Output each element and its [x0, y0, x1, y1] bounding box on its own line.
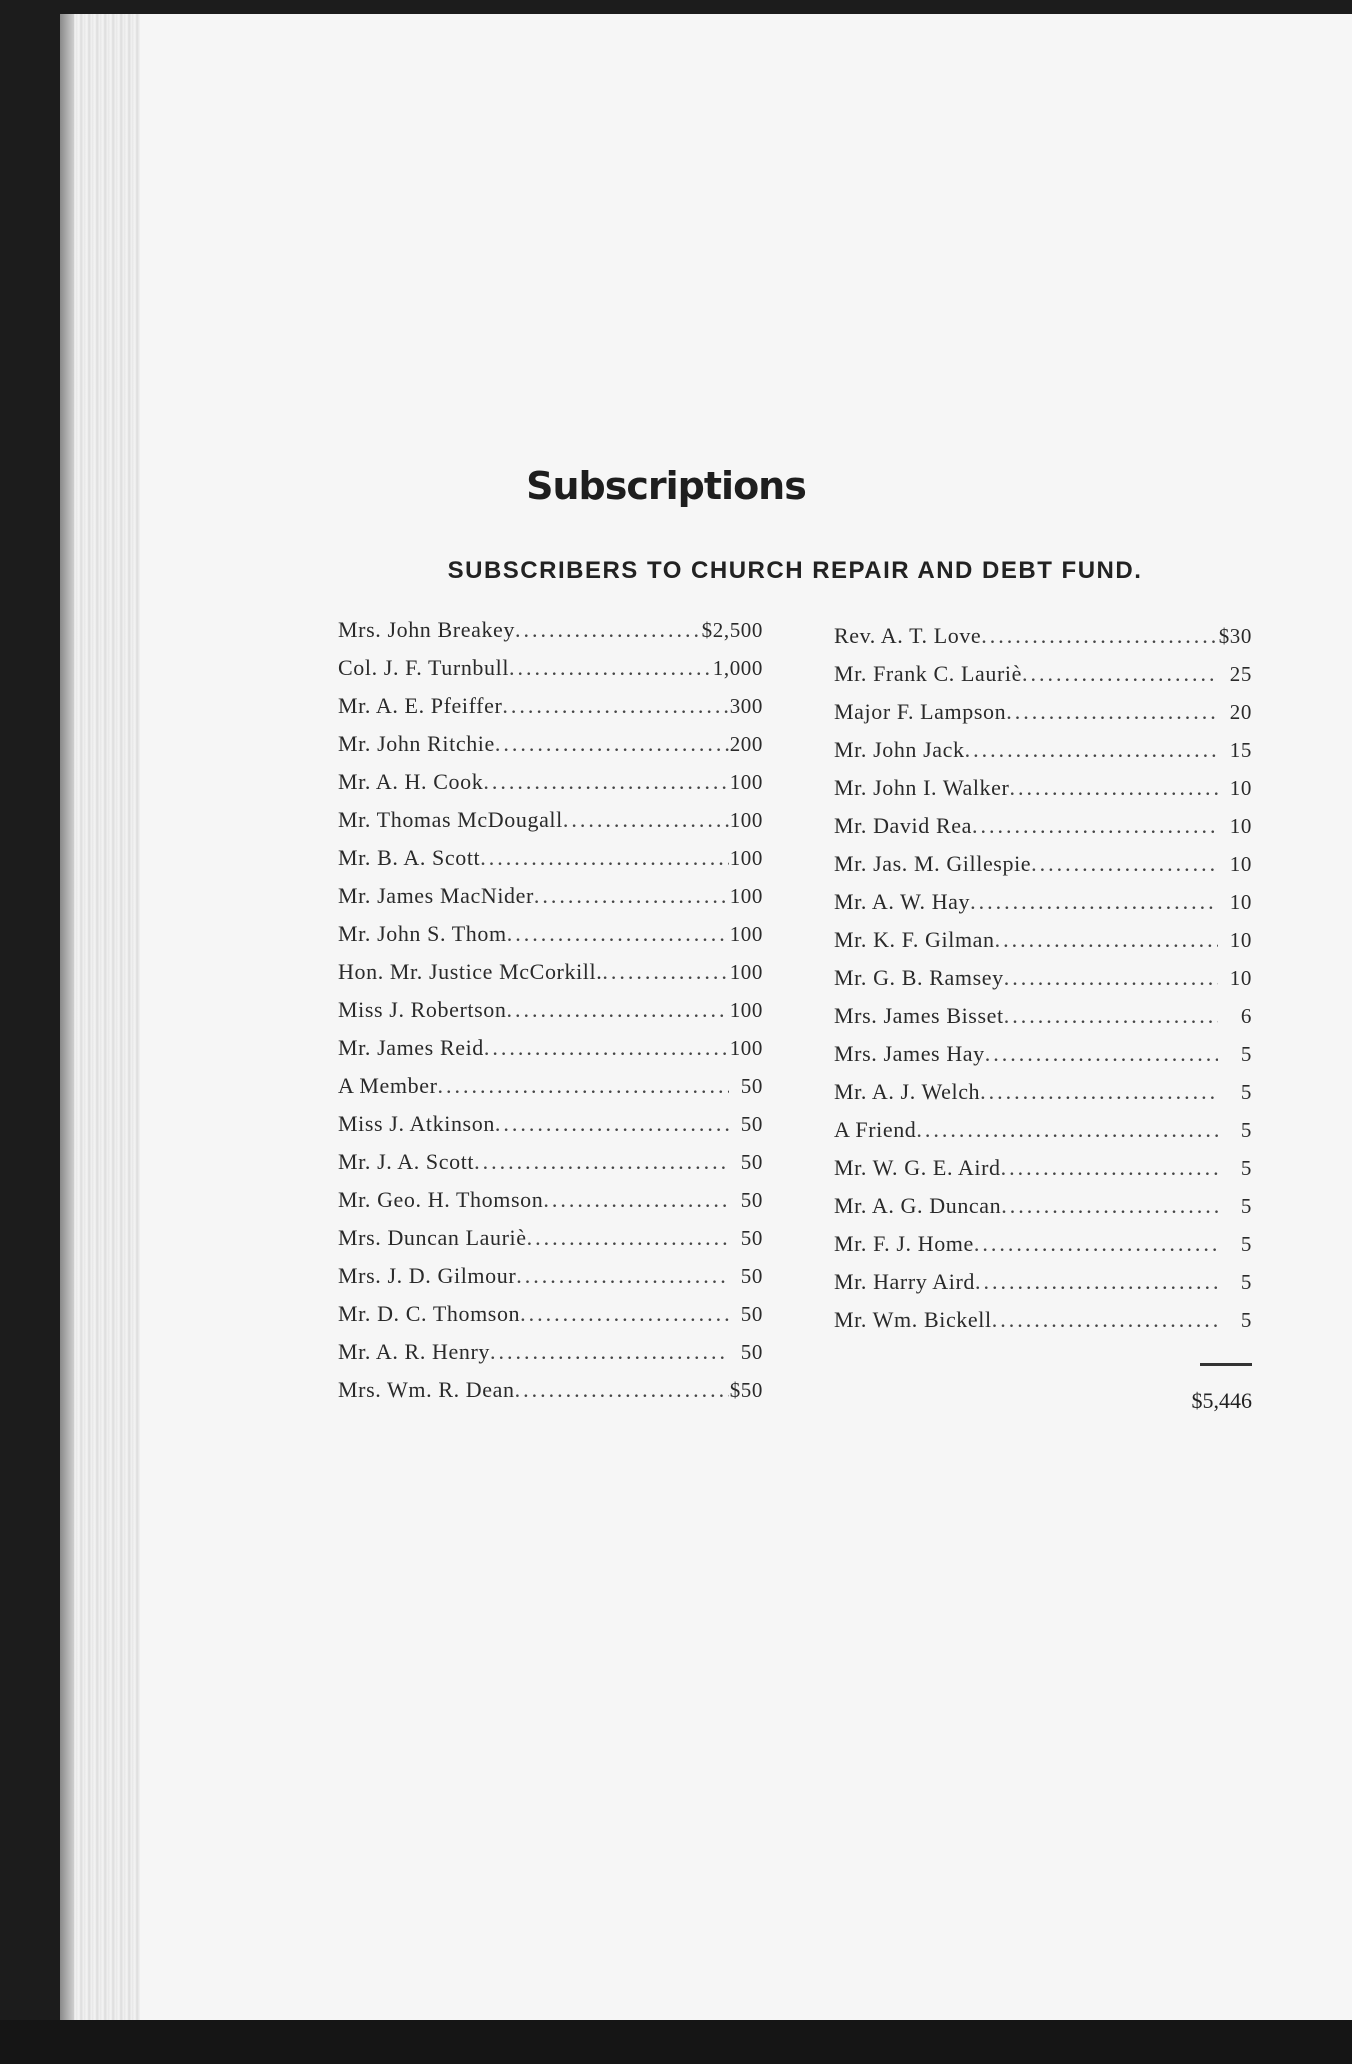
subscriber-name: Mr. Wm. Bickell	[834, 1307, 992, 1332]
subscriber-name: Mr. B. A. Scott	[338, 845, 481, 870]
subscriber-row	[834, 851, 1252, 889]
dot-leader	[474, 1149, 729, 1175]
subscriber-name: Mrs. J. D. Gilmour	[338, 1263, 517, 1288]
dot-leader	[970, 889, 1218, 915]
subscriber-row	[834, 813, 1252, 851]
subscription-amount: 100	[729, 922, 763, 946]
dot-leader	[1031, 851, 1218, 877]
subscription-amount: 10	[1229, 776, 1252, 800]
subscriber-row	[834, 699, 1252, 737]
subscriber-name: Mr. Harry Aird	[834, 1269, 975, 1294]
subscriber-name: Mr. John I. Walker	[834, 775, 1010, 800]
subscription-amount: 10	[1229, 890, 1252, 914]
subscriber-name: Hon. Mr. Justice McCorkill.	[338, 959, 603, 984]
subscription-amount: 100	[729, 998, 763, 1022]
subscription-amount: 10	[1229, 928, 1252, 952]
subscriber-row	[338, 1111, 763, 1149]
dot-leader	[515, 1377, 729, 1403]
subscriber-row	[338, 1073, 763, 1111]
subscriber-list-right	[834, 623, 1252, 1345]
dot-leader	[495, 731, 729, 757]
dot-leader	[1004, 965, 1218, 991]
subscriber-name: Mr. F. J. Home	[834, 1231, 974, 1256]
subscriber-name: Mr. John Jack	[834, 737, 965, 762]
subscription-amount: 10	[1229, 966, 1252, 990]
subscriber-row	[834, 889, 1252, 927]
dot-leader	[516, 1263, 729, 1289]
subscriber-name: Mr. Frank C. Lauriè	[834, 661, 1022, 686]
subscriber-name: Mr. Jas. M. Gillespie	[834, 851, 1032, 876]
subscriber-name: Mrs. James Bisset	[834, 1003, 1004, 1028]
subscriber-name: Mr. John Ritchie	[338, 731, 495, 756]
dot-leader	[916, 1117, 1218, 1143]
dot-leader	[992, 1307, 1218, 1333]
dot-leader	[490, 1339, 729, 1365]
subscription-amount: 5	[1240, 1042, 1252, 1066]
subscriber-name: Mr. D. C. Thomson	[338, 1301, 521, 1326]
subscriber-row	[834, 1269, 1252, 1307]
dot-leader	[438, 1073, 729, 1099]
subscriber-row	[834, 1155, 1252, 1193]
subscriber-row	[338, 617, 763, 655]
subscriber-row	[834, 1307, 1252, 1345]
subscription-amount: 200	[729, 732, 763, 756]
dot-leader	[507, 921, 729, 947]
subscriber-name: Mr. A. G. Duncan	[834, 1193, 1002, 1218]
subscriber-row	[338, 997, 763, 1035]
subscriber-name: Major F. Lampson	[834, 699, 1007, 724]
subscription-amount: 100	[729, 960, 763, 984]
subscription-amount: 5	[1240, 1270, 1252, 1294]
subscriber-name: Mr. Thomas McDougall	[338, 807, 563, 832]
subscriber-name: Mr. Geo. H. Thomson	[338, 1187, 544, 1212]
dot-leader	[965, 737, 1218, 763]
dot-leader	[602, 959, 729, 985]
subscription-amount: $30	[1218, 624, 1252, 648]
dot-leader	[995, 927, 1218, 953]
subscription-amount: 50	[740, 1188, 763, 1212]
bottom-border	[0, 2020, 1352, 2064]
subscriber-row	[338, 1225, 763, 1263]
subscription-amount: 100	[729, 884, 763, 908]
dot-leader	[502, 693, 729, 719]
subscriber-row	[338, 731, 763, 769]
dot-leader	[1001, 1193, 1218, 1219]
dot-leader	[1009, 775, 1218, 801]
subscription-amount: 5	[1240, 1308, 1252, 1332]
subscription-amount: 50	[740, 1226, 763, 1250]
total-rule	[1200, 1363, 1252, 1366]
dot-leader	[1022, 661, 1218, 687]
subscriber-name: Mrs. Wm. R. Dean	[338, 1377, 515, 1402]
subscriber-name: A Member	[338, 1073, 438, 1098]
subscription-amount: 100	[729, 770, 763, 794]
subscriber-row	[338, 1263, 763, 1301]
subscription-amount: 50	[740, 1340, 763, 1364]
page-title: Subscriptions	[526, 464, 806, 508]
subscriber-row	[338, 1035, 763, 1073]
subscriber-name: Mr. G. B. Ramsey	[834, 965, 1004, 990]
dot-leader	[484, 1035, 729, 1061]
subscription-amount: 1,000	[712, 656, 763, 680]
dot-leader	[480, 845, 729, 871]
subscriber-name: Miss J. Robertson	[338, 997, 507, 1022]
subscription-amount: 50	[740, 1302, 763, 1326]
subscriber-list-left	[338, 617, 763, 1415]
subscriber-row	[338, 693, 763, 731]
subscriber-row	[834, 661, 1252, 699]
subscriber-row	[338, 1187, 763, 1225]
dot-leader	[975, 1269, 1218, 1295]
subscriber-name: Mr. James MacNider	[338, 883, 534, 908]
subscriber-name: Mr. A. J. Welch	[834, 1079, 981, 1104]
subscriber-row	[834, 1003, 1252, 1041]
subscriber-name: Mr. J. A. Scott	[338, 1149, 475, 1174]
dot-leader	[985, 1041, 1218, 1067]
subscription-amount: 5	[1240, 1080, 1252, 1104]
subscription-amount: 15	[1229, 738, 1252, 762]
subscriber-name: Col. J. F. Turnbull	[338, 655, 510, 680]
dot-leader	[563, 807, 729, 833]
subscription-amount: 100	[729, 846, 763, 870]
subscriber-name: Mrs. Duncan Lauriè	[338, 1225, 527, 1250]
subscription-amount: 100	[729, 808, 763, 832]
subscriber-name: Mr. K. F. Gilman	[834, 927, 995, 952]
subscriber-row	[338, 959, 763, 997]
subscriber-row	[338, 845, 763, 883]
dot-leader	[509, 655, 713, 681]
subscription-amount: 50	[740, 1264, 763, 1288]
subscriber-name: Mr. W. G. E. Aird	[834, 1155, 1001, 1180]
page-edge-shadow	[60, 14, 74, 2024]
subscriber-name: A Friend	[834, 1117, 917, 1142]
subscriber-row	[834, 1079, 1252, 1117]
subscriber-row	[834, 1193, 1252, 1231]
subscriber-row	[338, 655, 763, 693]
dot-leader	[972, 813, 1218, 839]
subscriber-row	[338, 1149, 763, 1187]
dot-leader	[507, 997, 730, 1023]
subscriber-row	[338, 883, 763, 921]
subscriber-row	[834, 965, 1252, 1003]
subscription-amount: 6	[1240, 1004, 1252, 1028]
subscriber-row	[834, 1231, 1252, 1269]
subscription-amount: $2,500	[701, 618, 763, 642]
dot-leader	[483, 769, 729, 795]
subscription-amount: 5	[1240, 1118, 1252, 1142]
subscription-amount: 50	[740, 1112, 763, 1136]
dot-leader	[520, 1301, 729, 1327]
dot-leader	[1001, 1155, 1218, 1181]
subscriber-row	[338, 1301, 763, 1339]
subscription-amount: 20	[1229, 700, 1252, 724]
subscriber-name: Miss J. Atkinson	[338, 1111, 495, 1136]
subscriber-name: Mr. A. W. Hay	[834, 889, 971, 914]
subscriber-row	[834, 1117, 1252, 1155]
subscriber-row	[338, 1377, 763, 1415]
subscription-amount: 5	[1240, 1232, 1252, 1256]
subscription-amount: 300	[729, 694, 763, 718]
subscriber-row	[834, 623, 1252, 661]
subscriber-name: Mr. A. E. Pfeiffer	[338, 693, 503, 718]
subscriber-name: Rev. A. T. Love	[834, 623, 982, 648]
subscriber-row	[834, 1041, 1252, 1079]
subscription-amount: 5	[1240, 1194, 1252, 1218]
subscriber-row	[834, 775, 1252, 813]
dot-leader	[534, 883, 729, 909]
subscription-amount: 25	[1229, 662, 1252, 686]
dot-leader	[981, 623, 1218, 649]
subscription-amount: $50	[729, 1378, 763, 1402]
dot-leader	[495, 1111, 729, 1137]
subscription-amount: 10	[1229, 814, 1252, 838]
subscriber-name: Mrs. James Hay	[834, 1041, 985, 1066]
subscriber-name: Mr. A. H. Cook	[338, 769, 484, 794]
subscriber-row	[338, 807, 763, 845]
dot-leader	[980, 1079, 1218, 1105]
subscription-amount: 50	[740, 1150, 763, 1174]
subscriber-name: Mr. James Reid	[338, 1035, 484, 1060]
subscriber-name: Mr. John S. Thom	[338, 921, 507, 946]
subscriber-name: Mr. David Rea	[834, 813, 972, 838]
subscriber-name: Mr. A. R. Henry	[338, 1339, 490, 1364]
dot-leader	[527, 1225, 729, 1251]
dot-leader	[515, 617, 702, 643]
subscriber-row	[338, 1339, 763, 1377]
subscriber-row	[834, 927, 1252, 965]
subscriber-row	[338, 769, 763, 807]
dot-leader	[1006, 699, 1218, 725]
dot-leader	[1004, 1003, 1218, 1029]
dot-leader	[974, 1231, 1218, 1257]
subscriber-name: Mrs. John Breakey	[338, 617, 516, 642]
dot-leader	[543, 1187, 729, 1213]
subscription-amount: 100	[729, 1036, 763, 1060]
subscription-amount: 10	[1229, 852, 1252, 876]
subscription-amount: 5	[1240, 1156, 1252, 1180]
subscriber-row	[834, 737, 1252, 775]
total-amount: $5,446	[1191, 1388, 1252, 1413]
subscription-amount: 50	[740, 1074, 763, 1098]
fund-heading: SUBSCRIBERS TO CHURCH REPAIR AND DEBT FUND.	[447, 557, 1143, 584]
subscriber-row	[338, 921, 763, 959]
